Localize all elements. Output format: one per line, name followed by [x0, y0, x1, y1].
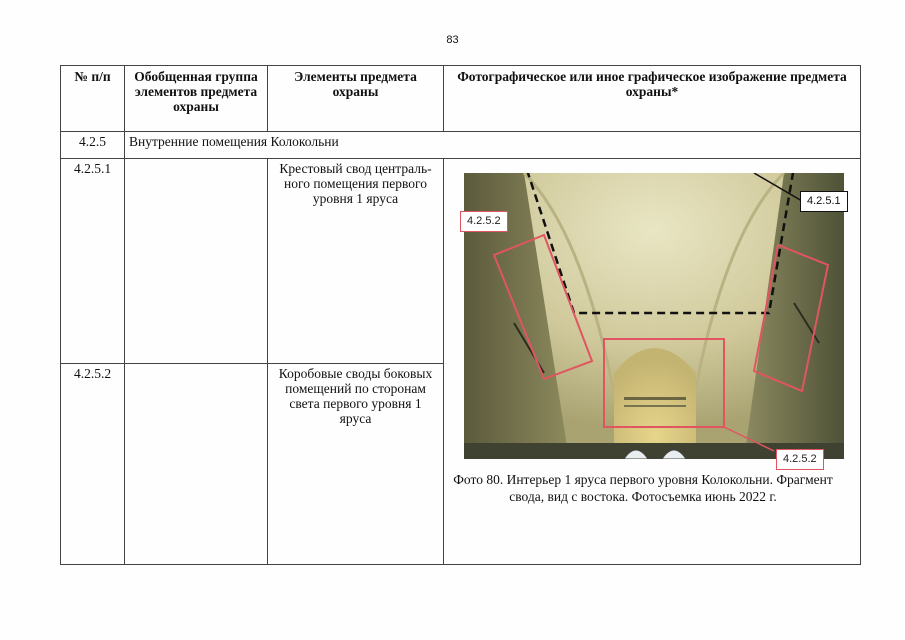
- header-group: Обобщенная группа элементов предмета охраны: [125, 66, 268, 132]
- section-num: 4.2.5: [61, 132, 125, 159]
- vault-photo: [464, 173, 844, 459]
- header-image: Фотографическое или иное графическое изображение предмета охраны*: [444, 66, 861, 132]
- row-group: [125, 364, 268, 565]
- page-number: 83: [446, 34, 459, 46]
- section-title: Внутренние помещения Колокольни: [125, 132, 861, 159]
- label-side-vault-left: 4.2.5.2: [460, 211, 508, 232]
- label-central-vault: 4.2.5.1: [800, 191, 848, 212]
- header-row: [61, 66, 861, 132]
- section-row: [61, 132, 861, 159]
- row-element: Коробовые своды боковых помещений по сторонам света первого уровня 1 яруса: [268, 364, 444, 565]
- row-group: [125, 159, 268, 364]
- row-num: 4.2.5.1: [61, 159, 125, 364]
- row-element: Крестовый свод централь-ного помещения первого уровня 1 яруса: [268, 159, 444, 364]
- label-side-vault-bottom: 4.2.5.2: [776, 449, 824, 470]
- row-num: 4.2.5.2: [61, 364, 125, 565]
- header-elements: Элементы предмета охраны: [268, 66, 444, 132]
- photo-cell: [444, 159, 861, 565]
- photo-caption: Фото 80. Интерьер 1 яруса первого уровня Колокольни. Фрагмент свода, вид с востока. Фотосъемка июнь 2022 г.: [453, 472, 833, 504]
- header-num: № п/п: [61, 66, 125, 132]
- photo-figure: [464, 173, 844, 465]
- table-row: [61, 159, 861, 364]
- protection-table: [60, 65, 861, 565]
